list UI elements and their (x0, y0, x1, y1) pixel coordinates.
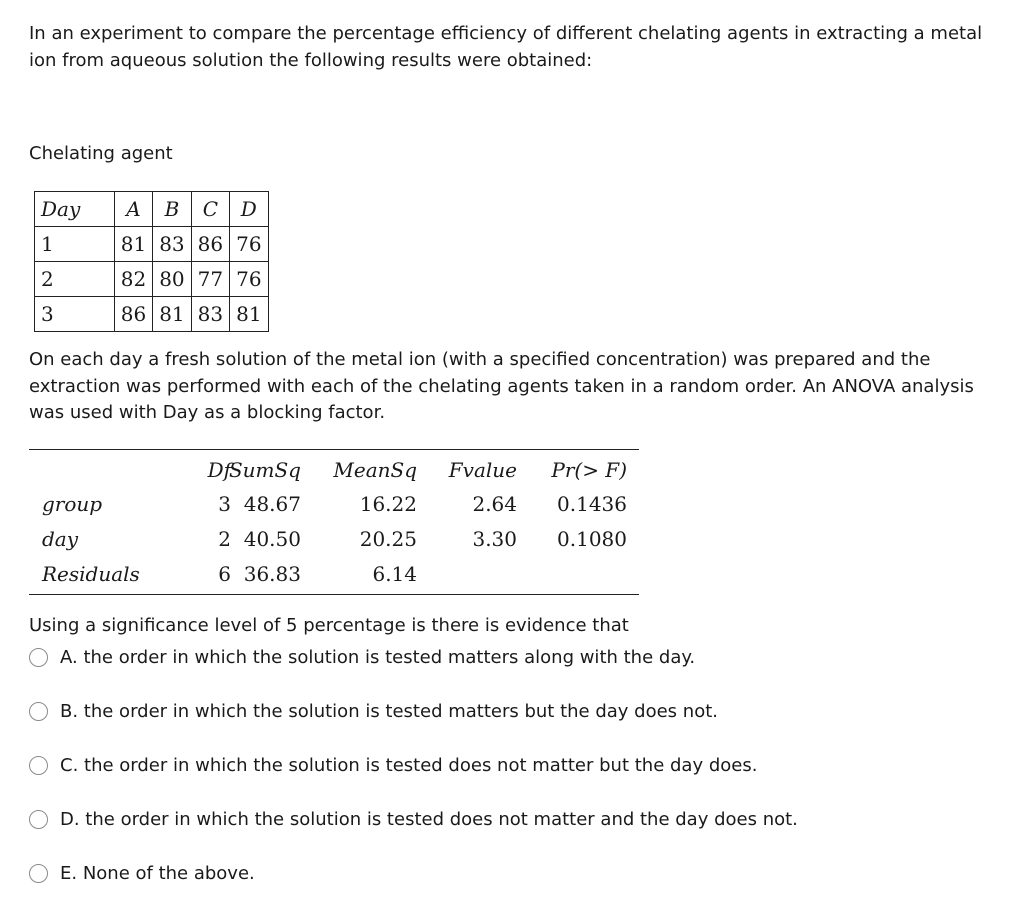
value-cell: 82 (114, 262, 152, 297)
anova-header-meansq: MeanSq (333, 458, 417, 482)
anova-fvalue: 3.30 (472, 527, 517, 551)
anova-meansq: 16.22 (359, 492, 417, 516)
description-text: On each day a fresh solution of the metal ion (with a specified concentration) was prepared and the extraction was performed with each of the chelating agents taken in a random order. An ANOVA analysis was used with Day as a blocking factor. (29, 349, 974, 423)
header-a: A (114, 192, 152, 227)
value-cell: 76 (230, 262, 268, 297)
value-cell: 81 (230, 297, 268, 332)
anova-pvalue: 0.1436 (557, 492, 627, 516)
radio-circle-icon[interactable] (29, 864, 48, 883)
option-c[interactable] (29, 752, 757, 778)
table-row (35, 227, 269, 262)
value-cell: 86 (114, 297, 152, 332)
header-d: D (230, 192, 268, 227)
value-cell: 80 (153, 262, 191, 297)
option-a[interactable] (29, 644, 695, 670)
table-caption: Chelating agent (29, 143, 173, 164)
header-b: B (153, 192, 191, 227)
anova-header-row (29, 458, 639, 488)
anova-meansq: 6.14 (372, 562, 417, 586)
question-text: Using a significance level of 5 percentage is there is evidence that (29, 615, 629, 636)
anova-row-name: group (42, 492, 103, 516)
anova-sumsq: 36.83 (243, 562, 301, 586)
radio-circle-icon[interactable] (29, 756, 48, 775)
anova-header-df: Df (207, 458, 231, 482)
anova-df: 6 (218, 562, 231, 586)
anova-header-pvalue: Pr(> F) (551, 458, 627, 482)
anova-row-name: day (42, 527, 79, 551)
intro-text: In an experiment to compare the percentage efficiency of different chelating agents in extracting a metal ion from aqueous solution the following results were obtained: (29, 23, 983, 71)
anova-pvalue: 0.1080 (557, 527, 627, 551)
anova-header-sumsq: SumSq (228, 458, 301, 482)
value-cell: 76 (230, 227, 268, 262)
option-b[interactable] (29, 698, 718, 724)
header-day: Day (35, 192, 115, 227)
option-a-label: A. the order in which the solution is tested matters along with the day. (60, 646, 696, 668)
anova-df: 3 (218, 492, 231, 516)
header-c: C (191, 192, 229, 227)
option-d[interactable] (29, 806, 798, 832)
anova-row-name: Residuals (42, 562, 140, 586)
radio-circle-icon[interactable] (29, 648, 48, 667)
anova-header-fvalue: Fvalue (448, 458, 517, 482)
anova-table (29, 449, 639, 595)
table-header-row (35, 192, 269, 227)
option-b-label: B. the order in which the solution is tested matters but the day does not. (60, 700, 718, 722)
table-row (35, 297, 269, 332)
anova-df: 2 (218, 527, 231, 551)
value-cell: 86 (191, 227, 229, 262)
anova-meansq: 20.25 (359, 527, 417, 551)
option-e-label: E. None of the above. (60, 862, 255, 884)
anova-sumsq: 40.50 (243, 527, 301, 551)
day-cell: 3 (35, 297, 115, 332)
option-c-label: C. the order in which the solution is tested does not matter but the day does. (60, 754, 758, 776)
value-cell: 83 (153, 227, 191, 262)
table-row (35, 262, 269, 297)
value-cell: 81 (153, 297, 191, 332)
option-e[interactable] (29, 860, 255, 886)
anova-row (29, 492, 639, 522)
day-cell: 2 (35, 262, 115, 297)
anova-row (29, 562, 639, 592)
radio-circle-icon[interactable] (29, 810, 48, 829)
day-cell: 1 (35, 227, 115, 262)
value-cell: 77 (191, 262, 229, 297)
radio-circle-icon[interactable] (29, 702, 48, 721)
value-cell: 83 (191, 297, 229, 332)
value-cell: 81 (114, 227, 152, 262)
option-d-label: D. the order in which the solution is tested does not matter and the day does not. (60, 808, 798, 830)
results-table (34, 191, 269, 332)
anova-sumsq: 48.67 (243, 492, 301, 516)
anova-fvalue: 2.64 (472, 492, 517, 516)
anova-row (29, 527, 639, 557)
